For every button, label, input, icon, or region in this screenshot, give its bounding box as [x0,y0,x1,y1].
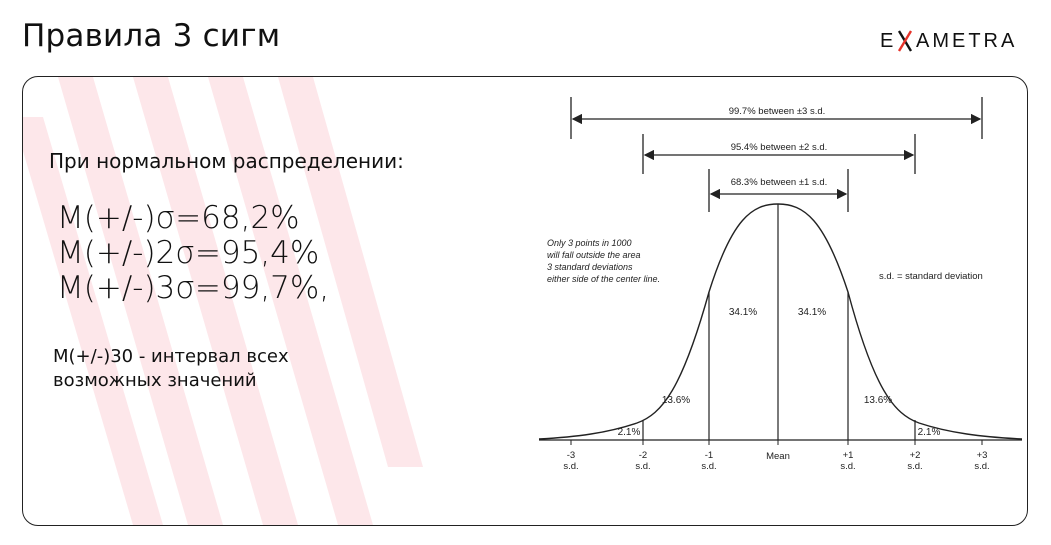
axis-tick-label: +2 [909,450,921,461]
logo-letters-rest: AMETRA [916,30,1018,52]
range-1sd-label: 68.3% between ±1 s.d. [730,177,828,188]
region-label-minus-2-to-1: 13.6% [661,395,691,406]
axis-tick-unit: s.d. [635,461,651,472]
axis-tick-unit: s.d. [907,461,923,472]
subtitle: При нормальном распределении: [49,149,404,173]
axis-tick-unit: s.d. [701,461,717,472]
legend-sd: s.d. = standard deviation [879,271,983,282]
region-label-plus-1-to-2: 13.6% [863,395,893,406]
range-2sd-label: 95.4% between ±2 s.d. [730,142,828,153]
axis-tick-label: -2 [638,450,648,461]
normal-distribution-diagram [537,89,1025,479]
exametra-logo [880,25,1025,55]
note-text: M(+/-)30 - интервал всех возможных значений [53,346,289,391]
logo-letter-e: E [880,30,897,52]
region-label-minus-3-to-2: 2.1% [617,427,641,438]
content-card [22,76,1028,526]
range-3sd-label: 99.7% between ±3 s.d. [728,106,826,117]
axis-tick-label: -1 [704,450,714,461]
axis-tick-label: +3 [976,450,988,461]
axis-tick-unit: s.d. [840,461,856,472]
region-label-plus-2-to-3: 2.1% [917,427,941,438]
axis-tick-label: +1 [842,450,854,461]
note-line: 3 standard deviations [547,262,633,272]
note-line: will fall outside the area [547,250,641,260]
page-title: Правила 3 сигм [22,18,281,54]
axis-tick-unit: s.d. [563,461,579,472]
formula-2sigma: M(+/-)2σ=95,4% [57,235,320,271]
formula-1sigma: M(+/-)σ=68,2% [57,200,300,236]
region-label-mean-to-plus-1: 34.1% [797,307,827,318]
axis-tick-unit: s.d. [974,461,990,472]
formula-list [57,201,329,306]
note-line: Only 3 points in 1000 [547,238,632,248]
axis-tick-label: -3 [566,450,576,461]
region-label-minus-1-to-mean: 34.1% [728,307,758,318]
note-line: either side of the center line. [547,274,661,284]
axis-tick-label-mean: Mean [766,451,790,462]
formula-3sigma: M(+/-)3σ=99,7%, [57,270,330,306]
